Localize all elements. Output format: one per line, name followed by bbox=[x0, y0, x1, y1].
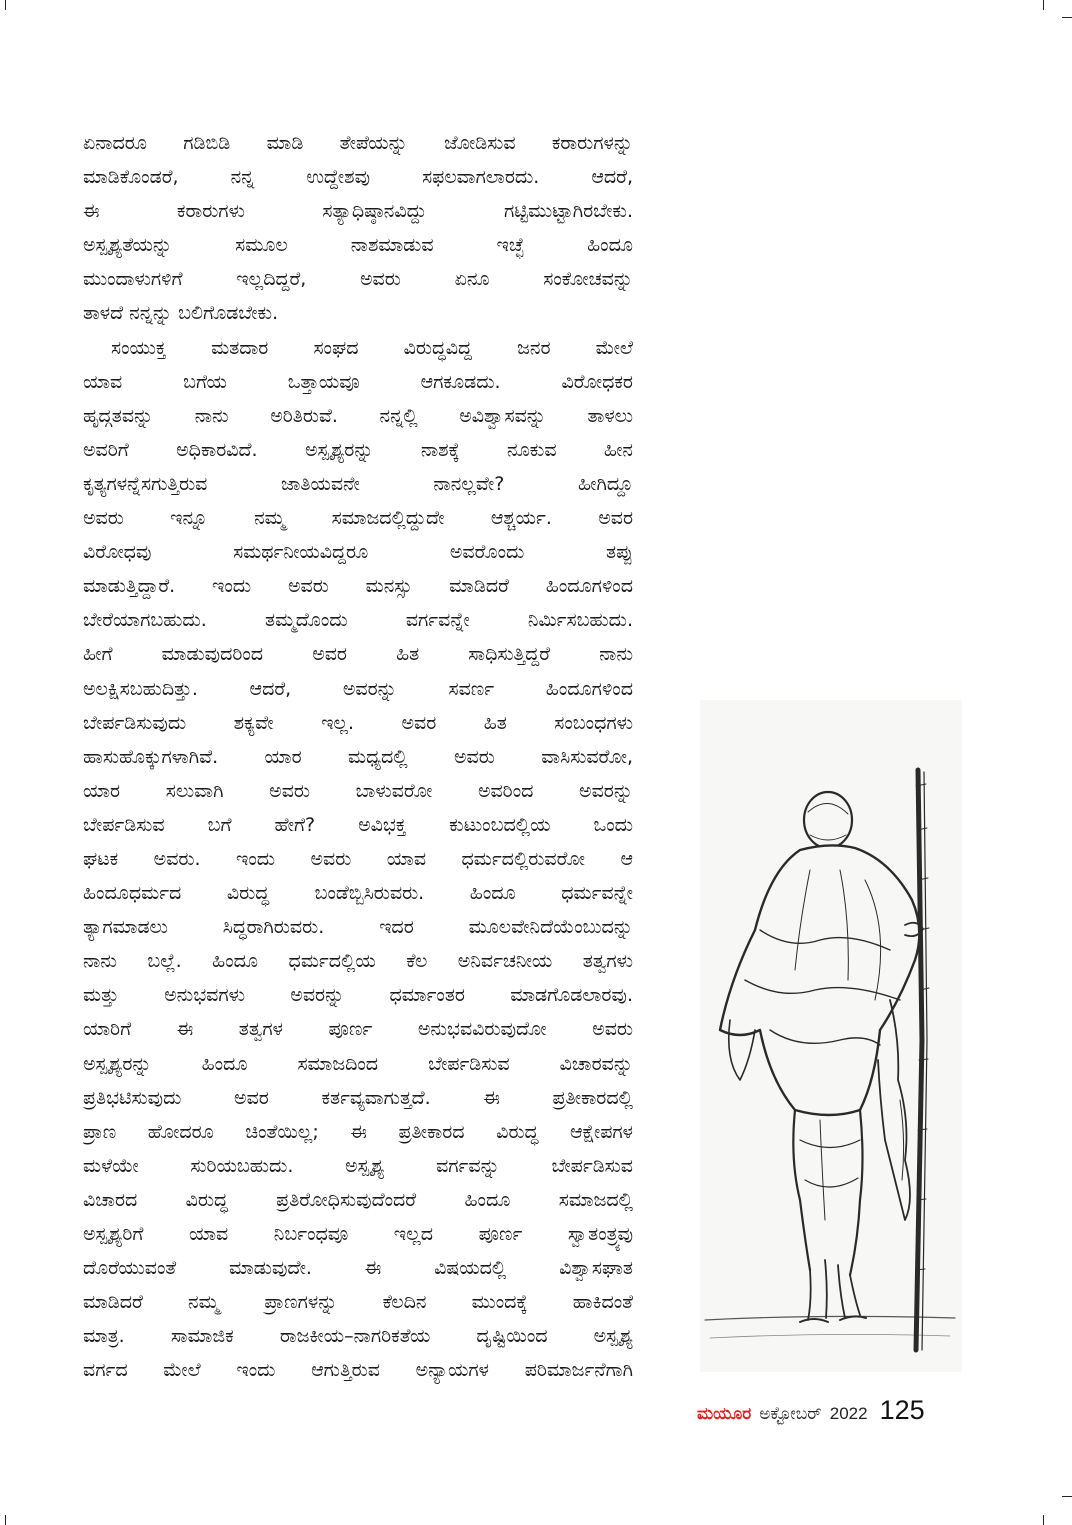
text-line: ಏನಾದರೂ ಗಡಿಬಿಡಿ ಮಾಡಿ ತೇಪೆಯನ್ನು ಜೋಡಿಸುವ ಕರಾರುಗಳನ್ನು bbox=[83, 132, 633, 154]
text-line: ಮಾಡುತ್ತಿದ್ದಾರೆ. ಇಂದು ಅವರು ಮನಸ್ಸು ಮಾಡಿದರೆ ಹಿಂದೂಗಳಿಂದ bbox=[83, 575, 633, 598]
text-line: ತ್ಯಾಗಮಾಡಲು ಸಿದ್ಧರಾಗಿರುವರು. ಇದರ ಮೂಲವೇನಿದೆಯೆಂಬುದನ್ನು bbox=[83, 916, 633, 939]
issue-month: ಅಕ್ಟೋಬರ್ bbox=[759, 1404, 822, 1424]
text-line: ವಿರೋಧವು ಸಮರ್ಥನೀಯವಿದ್ದರೂ ಅವರೊಂದು ತಪ್ಪು bbox=[83, 541, 633, 564]
text-line: ಪ್ರತಿಭಟಿಸುವುದು ಅವರ ಕರ್ತವ್ಯವಾಗುತ್ತದೆ. ಈ ಪ್ರತೀಕಾರದಲ್ಲಿ bbox=[83, 1086, 633, 1109]
crop-mark-right-bottom bbox=[1062, 1496, 1072, 1497]
text-line: ಈ ಕರಾರುಗಳು ಸತ್ಯಾಧಿಷ್ಠಾನವಿದ್ದು ಗಟ್ಟಿಮುಟ್ಟಾಗಿರಬೇಕು. bbox=[83, 200, 633, 223]
issue-year: 2022 bbox=[829, 1404, 868, 1423]
page-footer bbox=[697, 1395, 965, 1429]
paragraph-start-line: ಸಂಯುಕ್ತ ಮತದಾರ ಸಂಘದ ವಿರುದ್ಧವಿದ್ದ ಜನರ ಮೇಲೆ bbox=[111, 336, 633, 359]
crop-mark-top-right bbox=[1043, 0, 1044, 10]
text-line: ಬೇರ್ಪಡಿಸುವ ಬಗೆ ಹೇಗೆ? ಅವಿಭಕ್ತ ಕುಟುಂಬದಲ್ಲಿಯ ಒಂದು bbox=[83, 813, 633, 836]
text-line: ವರ್ಗದ ಮೇಲೆ ಇಂದು ಆಗುತ್ತಿರುವ ಅನ್ಯಾಯಗಳ ಪರಿಮಾರ್ಜನೆಗಾಗಿ bbox=[83, 1359, 633, 1382]
text-line: ಬೇರೆಯಾಗಬಹುದು. ತಮ್ಮದೊಂದು ವರ್ಗವನ್ನೇ ನಿರ್ಮಿಸಬಹುದು. bbox=[83, 609, 633, 632]
text-line: ಮಾತ್ರ. ಸಾಮಾಜಿಕ ರಾಜಕೀಯ–ನಾಗರಿಕತೆಯ ದೃಷ್ಟಿಯಿಂದ ಅಸ್ಪೃಶ್ಯ bbox=[83, 1325, 633, 1348]
text-line: ತಾಳದೆ ನನ್ನನ್ನು ಬಲಿಗೊಡಬೇಕು. bbox=[83, 302, 279, 325]
text-line: ಹೃದ್ಗತವನ್ನು ನಾನು ಅರಿತಿರುವೆ. ನನ್ನಲ್ಲಿ ಅವಿಶ್ವಾಸವನ್ನು ತಾಳಲು bbox=[83, 404, 633, 427]
text-line: ಹೀಗೆ ಮಾಡುವುದರಿಂದ ಅವರ ಹಿತ ಸಾಧಿಸುತ್ತಿದ್ದರೆ ನಾನು bbox=[83, 643, 633, 666]
text-line: ಮುಂದಾಳುಗಳಿಗೆ ಇಲ್ಲದಿದ್ದರೆ, ಅವರು ಏನೂ ಸಂಕೋಚವನ್ನು bbox=[83, 268, 633, 291]
text-line: ಪ್ರಾಣ ಹೋದರೂ ಚಿಂತೆಯಿಲ್ಲ; ಈ ಪ್ರತೀಕಾರದ ವಿರುದ್ಧ ಆಕ್ಷೇಪಗಳ bbox=[83, 1120, 633, 1143]
crop-mark-bottom-right bbox=[1043, 1515, 1044, 1525]
text-line: ಹಾಸುಹೊಕ್ಕುಗಳಾಗಿವೆ. ಯಾರ ಮಧ್ಯದಲ್ಲಿ ಅವರು ವಾಸಿಸುವರೋ, bbox=[83, 745, 633, 768]
text-line: ಅಲಕ್ಷಿಸಬಹುದಿತ್ತು. ಆದರೆ, ಅವರನ್ನು ಸವರ್ಣ ಹಿಂದೂಗಳಿಂದ bbox=[83, 677, 633, 700]
crop-mark-bottom-left bbox=[5, 1515, 6, 1525]
text-line: ಹಿಂದೂಧರ್ಮದ ವಿರುದ್ಧ ಬಂಡೆಬ್ಬಿಸಿರುವರು. ಹಿಂದೂ ಧರ್ಮವನ್ನೇ bbox=[83, 882, 633, 905]
text-line: ದೊರೆಯುವಂತೆ ಮಾಡುವುದೇ. ಈ ವಿಷಯದಲ್ಲಿ ವಿಶ್ವಾಸಘಾತ bbox=[83, 1257, 633, 1280]
text-line: ಅವರಿಗೆ ಅಧಿಕಾರವಿದೆ. ಅಸ್ಪೃಶ್ಯರನ್ನು ನಾಶಕ್ಕೆ ನೂಕುವ ಹೀನ bbox=[83, 438, 633, 461]
magazine-name: ಮಯೂರ bbox=[697, 1404, 752, 1424]
crop-mark-right-top bbox=[1062, 17, 1072, 18]
text-line: ಮಳೆಯೇ ಸುರಿಯಬಹುದು. ಅಸ್ಪೃಶ್ಯ ವರ್ಗವನ್ನು ಬೇರ್ಪಡಿಸುವ bbox=[83, 1154, 633, 1177]
walking-figure-sketch-illustration bbox=[700, 700, 962, 1372]
text-line: ಅಸ್ಪೃಶ್ಯರಿಗೆ ಯಾವ ನಿರ್ಬಂಧವೂ ಇಲ್ಲದ ಪೂರ್ಣ ಸ್ವಾತಂತ್ರ್ಯವು bbox=[83, 1223, 633, 1245]
article-text-column bbox=[83, 126, 633, 1387]
text-line: ಕೃತ್ಯಗಳನ್ನೆಸಗುತ್ತಿರುವ ಜಾತಿಯವನೇ ನಾನಲ್ಲವೇ? ಹೀಗಿದ್ದೂ bbox=[83, 472, 633, 495]
text-line: ಅಸ್ಪೃಶ್ಯರನ್ನು ಹಿಂದೂ ಸಮಾಜದಿಂದ ಬೇರ್ಪಡಿಸುವ ವಿಚಾರವನ್ನು bbox=[83, 1052, 633, 1075]
text-line: ವಿಚಾರದ ವಿರುದ್ಧ ಪ್ರತಿರೋಧಿಸುವುದೆಂದರೆ ಹಿಂದೂ ಸಮಾಜದಲ್ಲಿ bbox=[83, 1188, 633, 1211]
text-line: ಯಾರ ಸಲುವಾಗಿ ಅವರು ಬಾಳುವರೋ ಅವರಿಂದ ಅವರನ್ನು bbox=[83, 779, 633, 802]
page-number: 125 bbox=[879, 1395, 925, 1425]
text-line: ಯಾರಿಗೆ ಈ ತತ್ವಗಳ ಪೂರ್ಣ ಅನುಭವವಿರುವುದೋ ಅವರು bbox=[83, 1018, 633, 1041]
sketch-drawing bbox=[700, 700, 962, 1372]
text-line: ಮಾಡಿಕೊಂಡರೆ, ನನ್ನ ಉದ್ದೇಶವು ಸಫಲವಾಗಲಾರದು. ಆದರೆ, bbox=[83, 166, 633, 189]
text-line: ಅಸ್ಪೃಶ್ಯತೆಯನ್ನು ಸಮೂಲ ನಾಶಮಾಡುವ ಇಚ್ಛೆ ಹಿಂದೂ bbox=[83, 234, 633, 257]
text-line: ಘಟಕ ಅವರು. ಇಂದು ಅವರು ಯಾವ ಧರ್ಮದಲ್ಲಿರುವರೋ ಆ bbox=[83, 847, 633, 870]
text-line: ಯಾವ ಬಗೆಯ ಒತ್ತಾಯವೂ ಆಗಕೂಡದು. ವಿರೋಧಕರ bbox=[83, 370, 633, 393]
text-line: ಮಾಡಿದರೆ ನಮ್ಮ ಪ್ರಾಣಗಳನ್ನು ಕೆಲದಿನ ಮುಂದಕ್ಕೆ ಹಾಕಿದಂತೆ bbox=[83, 1291, 633, 1314]
text-line: ಮತ್ತು ಅನುಭವಗಳು ಅವರನ್ನು ಧರ್ಮಾಂತರ ಮಾಡಗೊಡಲಾರವು. bbox=[83, 984, 633, 1007]
text-line: ಬೇರ್ಪಡಿಸುವುದು ಶಕ್ಯವೇ ಇಲ್ಲ. ಅವರ ಹಿತ ಸಂಬಂಧಗಳು bbox=[83, 711, 633, 734]
text-line: ಅವರು ಇನ್ನೂ ನಮ್ಮ ಸಮಾಜದಲ್ಲಿದ್ದುದೇ ಆಶ್ಚರ್ಯ. ಅವರ bbox=[83, 507, 633, 530]
crop-mark-top-left bbox=[5, 0, 6, 10]
text-line: ನಾನು ಬಲ್ಲೆ. ಹಿಂದೂ ಧರ್ಮದಲ್ಲಿಯ ಕೆಲ ಅನಿರ್ವಚನೀಯ ತತ್ವಗಳು bbox=[83, 950, 633, 973]
